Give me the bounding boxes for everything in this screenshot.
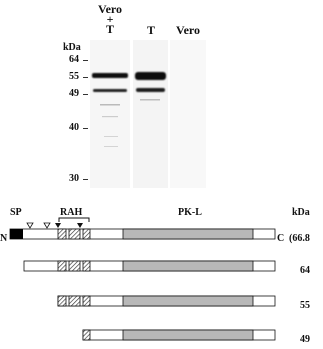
site-triangle-open-2 [44,223,50,228]
marker-64-label: 64 [69,54,79,65]
marker-49-label: 49 [69,88,79,99]
kda-axis-label: kDa [63,42,81,53]
band-lane2-49 [136,88,165,92]
lane-header-t: T [146,23,155,37]
kda-unit-label: kDa [292,207,310,218]
rah-domain-label: RAH [60,207,83,218]
band-lane1-faint-c [104,136,118,137]
band-lane1-faint-a [100,104,120,106]
construct-diagram [0,190,323,349]
pkl-domain-label: PK-L [178,207,202,218]
construct-64 [24,261,275,271]
marker-40-label: 40 [69,122,79,133]
rah-bracket [59,218,89,222]
construct-49-label: 49 [300,334,310,345]
band-lane1-49 [93,89,127,92]
marker-55-label: 55 [69,71,79,82]
marker-30-label: 30 [69,173,79,184]
construct-49 [83,330,275,340]
site-triangle-open-1 [27,223,33,228]
lane-vero-plus-t [90,40,130,188]
construct-55-label: 55 [300,300,310,311]
lane-vero [170,40,206,188]
construct-diagram-drawing [0,190,323,349]
site-triangle-filled-1 [55,223,61,228]
band-lane2-faint [140,99,160,101]
construct-full-length-label: (66.8 [289,233,310,244]
lane-header-t-line: T [105,22,114,36]
band-lane1-faint-b [102,116,118,117]
lane-header-plus-line: + [106,12,114,26]
c-terminus-label: C [277,233,285,244]
construct-full-length [10,229,275,239]
band-lane1-55 [92,73,128,78]
signal-peptide-block [10,229,23,239]
lane-header-vero-line: Vero [98,2,122,16]
band-lane1-faint-d [104,146,118,147]
lane-header-vero: Vero [176,23,200,37]
n-terminus-label: N [0,233,8,244]
sp-domain-label: SP [10,207,22,218]
band-lane2-55 [135,72,166,80]
pk-domain-block [123,229,253,239]
site-triangle-filled-2 [77,223,83,228]
construct-55 [58,296,275,306]
construct-64-label: 64 [300,265,310,276]
lane-t [133,40,168,188]
